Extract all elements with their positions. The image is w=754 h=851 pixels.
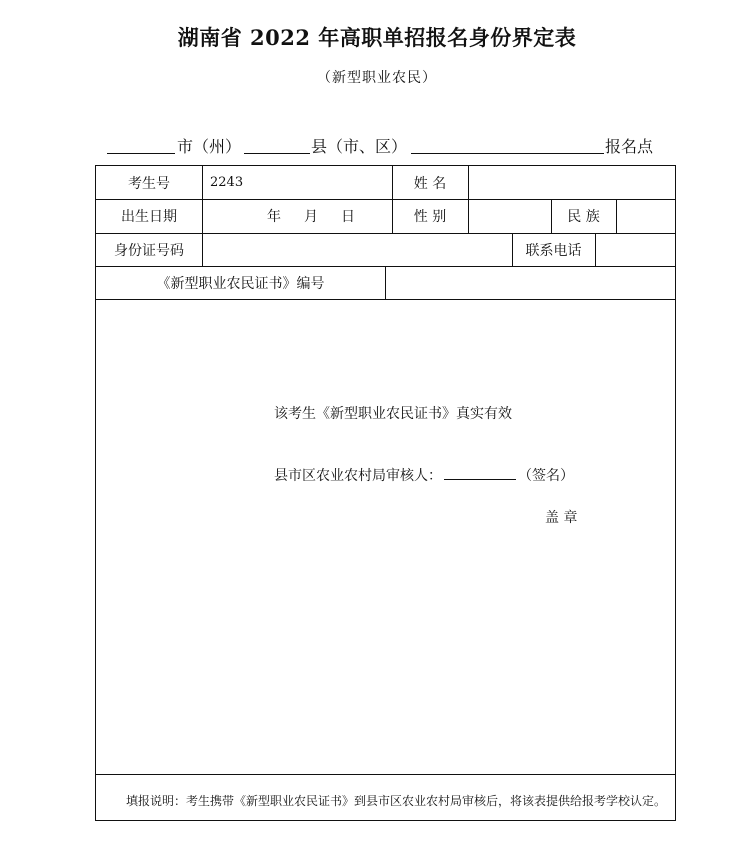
phone-label: 联系电话 xyxy=(525,242,582,259)
dob-month-label: 月 xyxy=(304,209,318,225)
city-label: 市（州） xyxy=(177,137,242,156)
seal-label: 盖 章 xyxy=(545,510,578,526)
page-subtitle: （新型职业农民） xyxy=(317,70,437,86)
name-label: 姓 名 xyxy=(413,175,447,192)
dob-year-label: 年 xyxy=(267,209,281,225)
reviewer-label: 县市区农业农村局审核人： xyxy=(274,468,442,484)
certificate-number-field[interactable] xyxy=(385,266,675,299)
ethnicity-label: 民 族 xyxy=(567,209,600,225)
id-number-field[interactable] xyxy=(202,233,512,266)
reviewer-signature-blank[interactable] xyxy=(444,467,516,480)
date-of-birth-field[interactable] xyxy=(202,199,392,233)
city-blank[interactable] xyxy=(107,153,175,154)
identity-form xyxy=(95,165,676,821)
verification-statement: 该考生《新型职业农民证书》真实有效 xyxy=(274,406,512,422)
certificate-number-label: 《新型职业农民证书》编号 xyxy=(156,275,325,292)
registration-point-blank[interactable] xyxy=(411,153,604,154)
dob-day-label: 日 xyxy=(341,209,355,225)
exam-number-label: 考生号 xyxy=(128,175,170,192)
gender-field[interactable] xyxy=(468,199,551,233)
page-title: 湖南省 2022 年高职单招报名身份界定表 xyxy=(177,25,577,50)
county-blank[interactable] xyxy=(244,153,310,154)
id-number-label: 身份证号码 xyxy=(114,242,184,259)
location-line xyxy=(107,134,667,156)
exam-number-value[interactable]: 2243 xyxy=(210,175,244,190)
reviewer-line xyxy=(274,465,574,485)
registration-point-label: 报名点 xyxy=(605,137,654,156)
county-label: 县（市、区） xyxy=(311,137,408,156)
phone-field[interactable] xyxy=(595,233,675,266)
signature-hint: （签名） xyxy=(518,468,574,484)
ethnicity-field[interactable] xyxy=(616,199,675,233)
filling-instructions: 填报说明：考生携带《新型职业农民证书》到县市区农业农村局审核后，将该表提供给报考学校认定。 xyxy=(126,794,667,808)
date-of-birth-label: 出生日期 xyxy=(121,209,177,225)
name-field[interactable] xyxy=(468,166,675,199)
gender-label: 性 别 xyxy=(413,209,447,225)
